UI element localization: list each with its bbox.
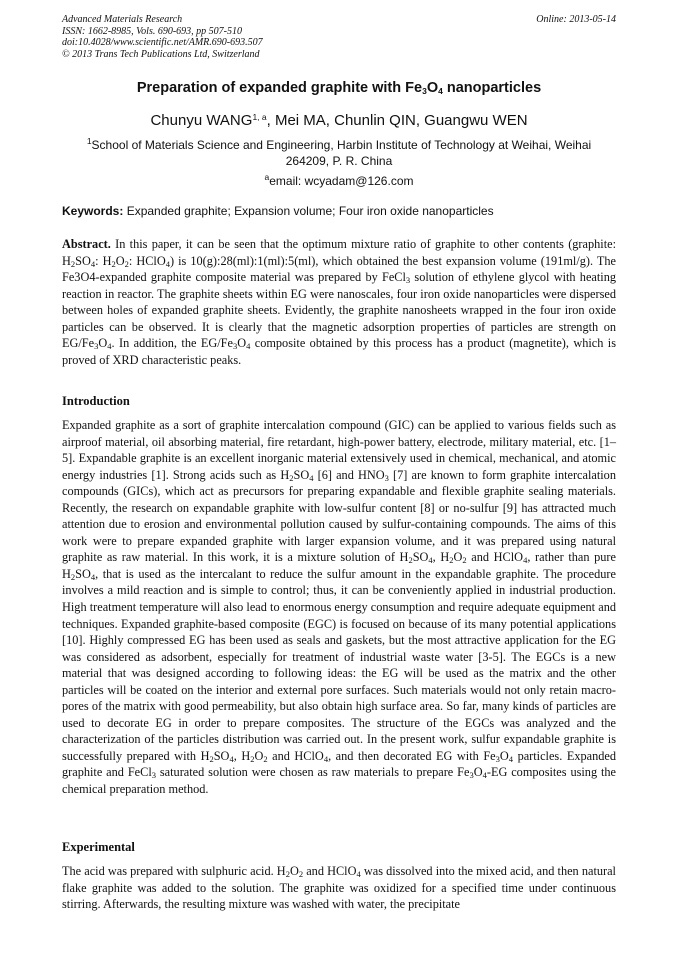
author-email: $^a$email: wcyadam@126.com: [264, 172, 414, 188]
affiliation: $^1$School of Materials Science and Engineering, Harbin Institute of Technology at Weihai, Weihai 264209, P. R. China: [86, 136, 592, 168]
journal-header: [62, 14, 616, 60]
experimental-text: The acid was prepared with sulphuric acid. $H_2O_2$ and HClO$_4$ was dissolved into the mixed acid, and then natural flake graphite was added to the solution. The graphite was oxidized for a specified time under continuous stirring. Afterwards, the resulting mixture was washed with water, the precipitate: [62, 864, 616, 912]
experimental-heading: Experimental: [62, 840, 135, 854]
journal-name: Advanced Materials Research: [62, 14, 183, 25]
doi-line: doi:10.4028/www.scientific.net/AMR.690-693.507: [62, 37, 263, 48]
abstract: Abstract. In this paper, it can be seen that the optimum mixture ratio of graphite to other contents (graphite: $H_2SO_4$: $H_2O_2$: HClO$_4$) is 10(g):28(ml):1(ml):5(ml), which obtained the best expansion volume (191ml/g). The Fe3O4-expanded graphite composite material was prepared by FeCl$_3$ solution of ethylene glycol with heating reaction in reactor. The graphite sheets within EG were nanoscales, four iron oxide nanoparticles were dispersed between holes of expanded graphite sheets. Evidently, the graphite nanosheets wrapped in the four iron oxide particles can be observed. It is clearly that the magnetic adsorption properties of particles are strength on $EG/Fe_3O_4$. In addition, the $EG/Fe_3O_4$ composite obtained by this process has a product (magnetite), which is proved of XRD characteristic peaks.: [62, 237, 617, 367]
paper-title: Preparation of expanded graphite with $Fe_3O_4$ nanoparticles: [136, 80, 542, 96]
introduction-heading: Introduction: [62, 394, 130, 408]
online-date: Online: 2013-05-14: [536, 14, 616, 25]
copyright-line: © 2013 Trans Tech Publications Ltd, Switzerland: [62, 48, 260, 60]
author-list: Chunyu WANG$^{1, a}$, Mei MA, Chunlin QIN, Guangwu WEN: [150, 112, 528, 129]
keywords: Keywords: Expanded graphite; Expansion volume; Four iron oxide nanoparticles: [62, 204, 494, 218]
issn-line: ISSN: 1662-8985, Vols. 690-693, pp 507-510: [62, 25, 242, 37]
introduction-text: Expanded graphite as a sort of graphite intercalation compound (GIC) can be applied to various fields such as airproof material, oil absorbing material, fire retardant, high-power battery, electrode, military material, etc. [1–5]. Expandable graphite is an excellent inorganic material extensively used in chemical, mechanical, and atomic energy industries [1]. Strong acids such as $H_2SO_4$ [6] and $HNO_3$ [7] are known to form graphite intercalation compounds (GICs), which act as precursors for preparing expandable and flexible graphite sealing materials. Recently, the research on expandable graphite with low-sulfur content [8] or no-sulfur [9] has attracted much attention due to erosion and environmental pollution caused by sulfur-containing compounds. The aims of this work were to prepare expanded graphite with larger expansion volume, and it was prepared using natural graphite as raw material. In this work, it is a mixture solution of $H_2SO_4$, $H_2O_2$ and HClO$_4$, rather than pure $H_2SO_4$, that is used as the intercalant to reduce the sulfur amount in the expandable graphite. The procedure involves a mild reaction and is simple to control; thus, it can be conveniently applied in industrial production. High treatment temperature will also lead to enormous energy consumption and require adequate equipment and techniques. Expanded graphite-based composite (EGC) is focused on because of its many potential applications [10]. Highly compressed EG has been used as seals and gaskets, but the most attractive application for the EG was considered as adsorbent, especially for treatment of industrial waste water [3-5]. The EGCs is a new material that was designed according to following ideas: the EG will be used as the matrix and the other particles will be coated on the interior and external pore surfaces. Such materials would not only retain macro-pores of the matrix with good permeability, but also obtain high surface area. So far, many kinds of particles are used to decorate EG in order to prepare composites. The structure of the EGCs was analyzed and the characterization of the particles distribution was carried out. In the present work, sulfur expandable graphite is successfully prepared with $H_2SO_4$, $H_2O_2$ and HClO$_4$, and then decorated EG with $Fe_3O_4$ particles. Expanded graphite and FeCl$_3$ saturated solution were chosen as raw materials to prepare $Fe_3O_4-EG$ composites using the chemical preparation method.: [62, 418, 617, 797]
